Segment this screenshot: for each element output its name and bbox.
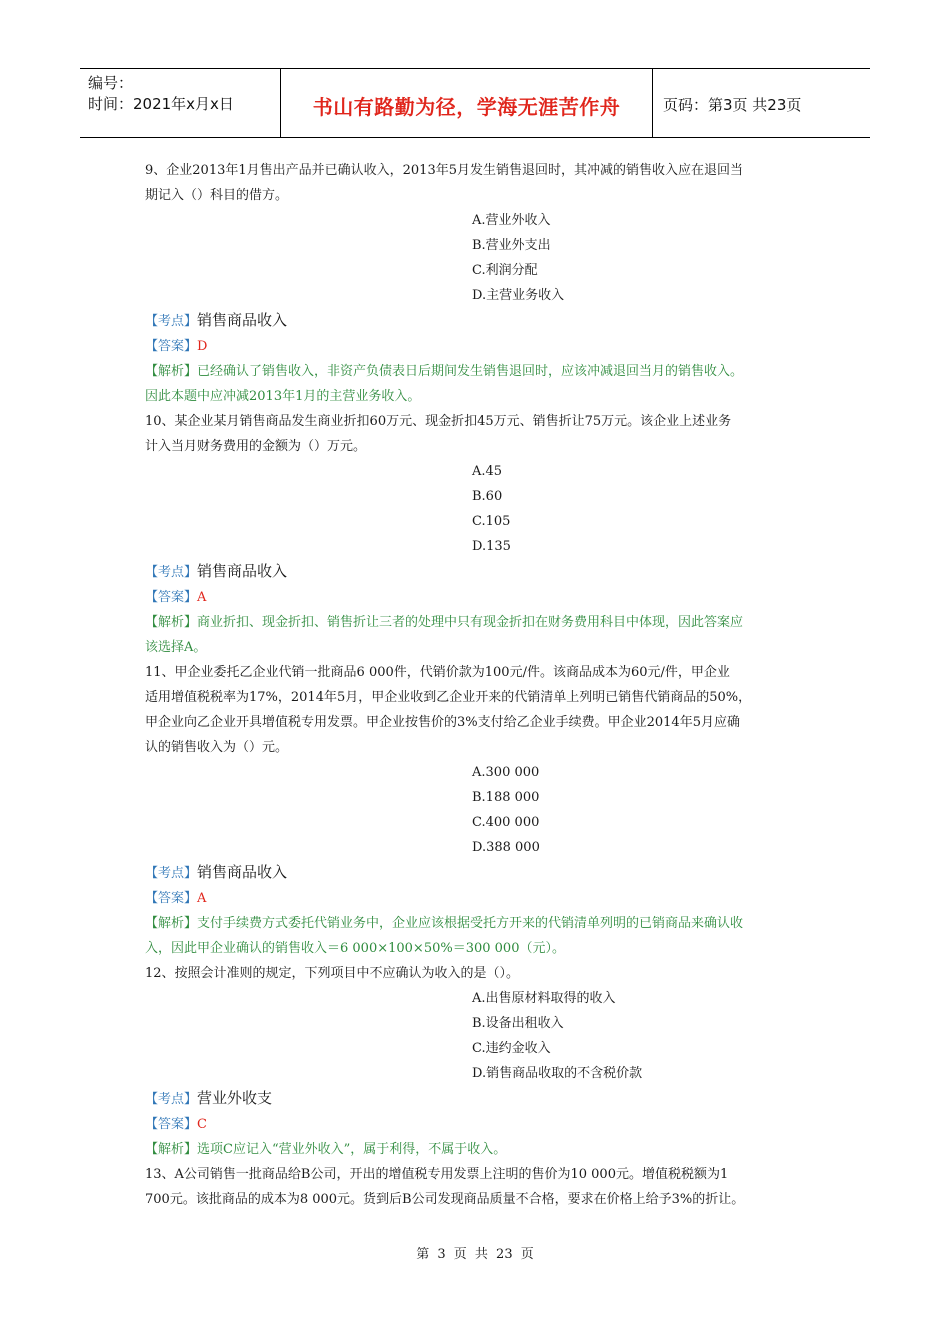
- kaodian-row: [145, 559, 810, 585]
- question-stem-line: 12、按照会计准则的规定，下列项目中不应确认为收入的是（）。: [145, 966, 520, 981]
- answer-row: [145, 334, 810, 359]
- option-a: A.出售原材料取得的收入: [472, 991, 616, 1006]
- option-b: B.188 000: [472, 790, 540, 805]
- kaodian-row: [145, 1086, 810, 1112]
- analysis-tag: 【解析】: [145, 916, 198, 931]
- option-d: D.销售商品收取的不含税价款: [472, 1066, 643, 1081]
- kaodian-text: 销售商品收入: [197, 562, 288, 580]
- answer-row: [145, 585, 810, 610]
- option-b: B.营业外支出: [472, 238, 551, 253]
- option-c: C.利润分配: [472, 263, 538, 278]
- option-b: B.设备出租收入: [472, 1016, 564, 1031]
- option-a: A.300 000: [472, 765, 540, 780]
- kaodian-tag: 【考点】: [145, 1092, 198, 1107]
- question-10: [145, 409, 810, 660]
- answer-value: A: [197, 891, 207, 906]
- option-c: C.105: [472, 514, 511, 529]
- question-stem-line: 认的销售收入为（）元。: [145, 740, 289, 755]
- analysis-row: [145, 359, 810, 384]
- number-label: 编号：: [88, 74, 134, 92]
- question-stem-line: 10、某企业某月销售商品发生商业折扣60万元、现金折扣45万元、销售折让75万元。该企业上述业务: [145, 414, 732, 429]
- question-stem-line: 计入当月财务费用的金额为（）万元。: [145, 439, 367, 454]
- question-stem-line: 适用增值税税率为17%，2014年5月，甲企业收到乙企业开来的代销清单上列明已销售代销商品的50%，: [145, 690, 752, 705]
- option-a: A.营业外收入: [472, 213, 551, 228]
- answer-value: D: [197, 339, 208, 354]
- analysis-text: 该选择A。: [145, 640, 207, 655]
- header-page-info: 页码：第3页 共23页: [663, 95, 802, 114]
- question-9: [145, 158, 810, 409]
- kaodian-tag: 【考点】: [145, 565, 198, 580]
- question-11: [145, 660, 810, 961]
- kaodian-text: 销售商品收入: [197, 311, 288, 329]
- answer-tag: 【答案】: [145, 339, 198, 354]
- option-c: C.违约金收入: [472, 1041, 551, 1056]
- analysis-row: [145, 1137, 810, 1162]
- page-footer: 第 3 页 共 23 页: [416, 1247, 534, 1262]
- answer-row: [145, 886, 810, 911]
- kaodian-tag: 【考点】: [145, 314, 198, 329]
- answer-tag: 【答案】: [145, 1117, 198, 1132]
- analysis-text: 因此本题中应冲减2013年1月的主营业务收入。: [145, 389, 421, 404]
- option-b: B.60: [472, 489, 503, 504]
- option-d: D.主营业务收入: [472, 288, 565, 303]
- answer-value: A: [197, 590, 207, 605]
- option-c: C.400 000: [472, 815, 540, 830]
- header-meta: [80, 69, 281, 137]
- kaodian-text: 销售商品收入: [197, 863, 288, 881]
- analysis-tag: 【解析】: [145, 615, 198, 630]
- header-motto: 书山有路勤为径，学海无涯苦作舟: [281, 69, 653, 137]
- analysis-row: [145, 610, 810, 635]
- time-label: 时间：2021年x月x日: [88, 95, 234, 113]
- analysis-text: 支付手续费方式委托代销业务中，企业应该根据受托方开来的代销清单列明的已销商品来确认收: [197, 916, 744, 931]
- question-stem-line: 700元。该批商品的成本为8 000元。货到后B公司发现商品质量不合格，要求在价格上给予3%的折让。: [145, 1192, 745, 1207]
- question-list: [145, 158, 810, 1212]
- option-d: D.388 000: [472, 840, 540, 855]
- analysis-text: 商业折扣、现金折扣、销售折让三者的处理中只有现金折扣在财务费用科目中体现，因此答案应: [197, 615, 744, 630]
- analysis-text: 入，因此甲企业确认的销售收入＝6 000×100×50%＝300 000（元）。: [145, 941, 565, 956]
- answer-row: [145, 1112, 810, 1137]
- option-a: A.45: [472, 464, 503, 479]
- option-d: D.135: [472, 539, 511, 554]
- kaodian-row: [145, 860, 810, 886]
- analysis-row: [145, 911, 810, 936]
- question-13: [145, 1162, 810, 1212]
- kaodian-tag: 【考点】: [145, 866, 198, 881]
- question-stem-line: 13、A公司销售一批商品给B公司，开出的增值税专用发票上注明的售价为10 000元。增值税税额为1: [145, 1167, 729, 1182]
- kaodian-text: 营业外收支: [197, 1089, 273, 1107]
- analysis-text: 选项C应记入“营业外收入”，属于利得，不属于收入。: [197, 1142, 507, 1157]
- answer-tag: 【答案】: [145, 891, 198, 906]
- kaodian-row: [145, 308, 810, 334]
- answer-value: C: [197, 1117, 207, 1132]
- question-stem-line: 期记入（）科目的借方。: [145, 188, 289, 203]
- analysis-tag: 【解析】: [145, 1142, 198, 1157]
- question-stem-line: 9、企业2013年1月售出产品并已确认收入，2013年5月发生销售退回时，其冲减的销售收入应在退回当: [145, 163, 743, 178]
- question-12: [145, 961, 810, 1162]
- analysis-tag: 【解析】: [145, 364, 198, 379]
- analysis-text: 已经确认了销售收入，非资产负债表日后期间发生销售退回时，应该冲减退回当月的销售收入。: [197, 364, 744, 379]
- question-stem-line: 甲企业向乙企业开具增值税专用发票。甲企业按售价的3%支付给乙企业手续费。甲企业2014年5月应确: [145, 715, 740, 730]
- question-stem-line: 11、甲企业委托乙企业代销一批商品6 000件，代销价款为100元/件。该商品成本为60元/件，甲企业: [145, 665, 730, 680]
- page-header: [80, 68, 870, 138]
- answer-tag: 【答案】: [145, 590, 198, 605]
